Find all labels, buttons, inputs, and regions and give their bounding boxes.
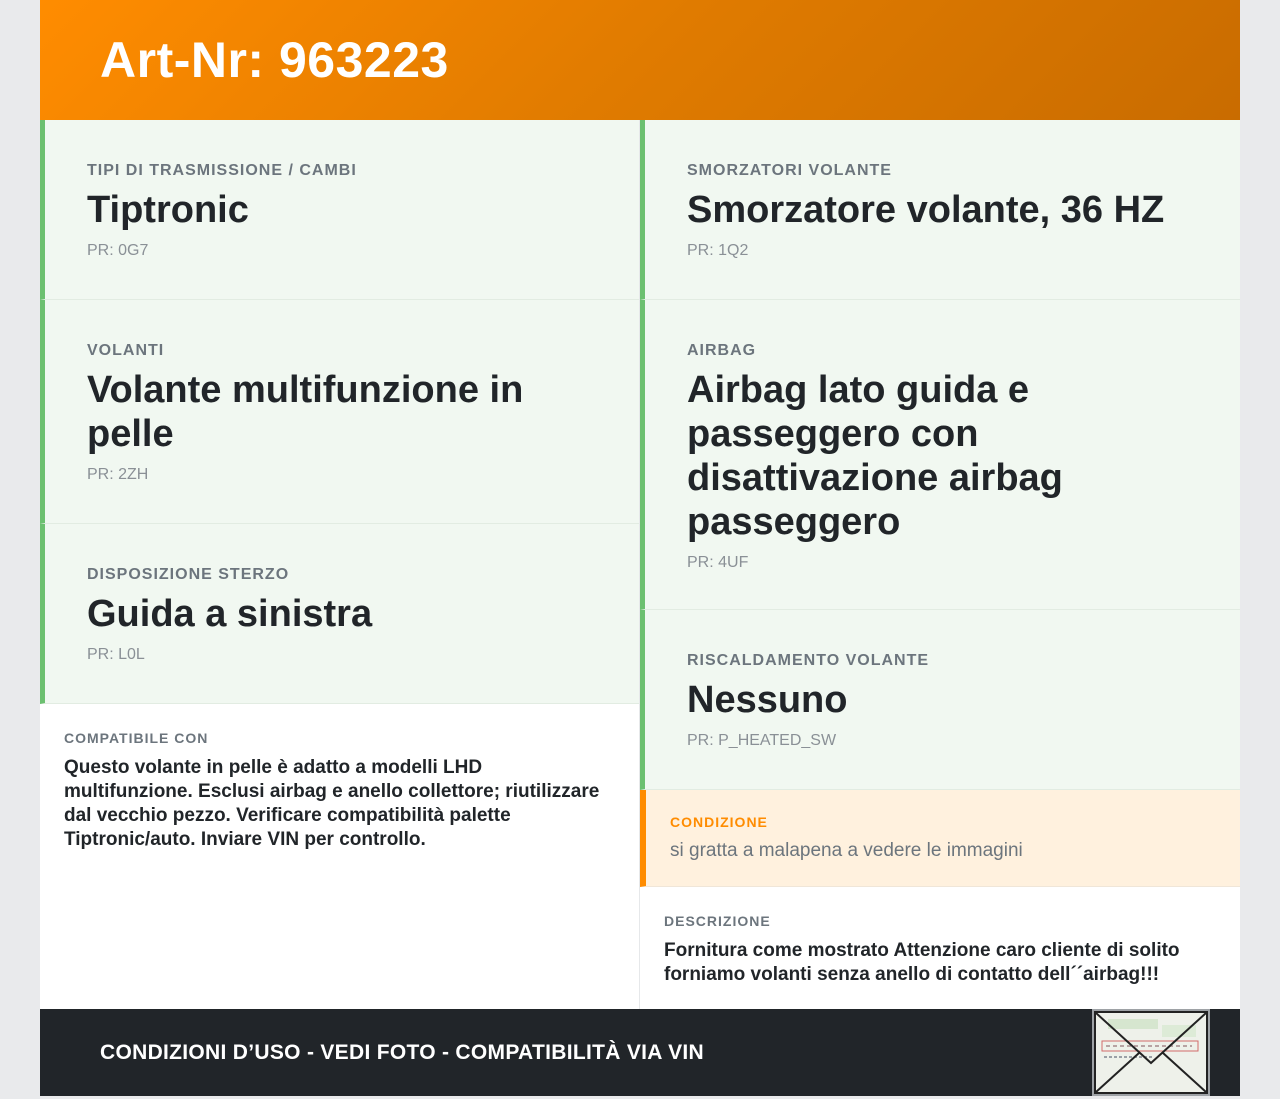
spec-label: SMORZATORI VOLANTE bbox=[687, 162, 892, 179]
description-note bbox=[640, 887, 1240, 987]
spec-steering-wheel bbox=[40, 300, 639, 524]
spec-transmission bbox=[40, 120, 639, 300]
spec-label: AIRBAG bbox=[687, 342, 757, 359]
vehicle-data-thumbnail bbox=[1092, 1009, 1210, 1096]
spec-wheel-heating bbox=[640, 610, 1240, 790]
spec-value: Smorzatore volante, 36 HZ bbox=[687, 189, 1165, 231]
spec-pr-code: PR: P_HEATED_SW bbox=[687, 732, 837, 749]
spec-label: TIPI DI TRASMISSIONE / CAMBI bbox=[87, 162, 357, 179]
page-footer bbox=[40, 1009, 1240, 1096]
condition-text: si gratta a malapena a vedere le immagini bbox=[670, 840, 1023, 861]
compatibility-label: COMPATIBILE CON bbox=[64, 730, 209, 746]
condition-box bbox=[640, 790, 1240, 887]
spec-wheel-damper bbox=[640, 120, 1240, 300]
condition-label: CONDIZIONE bbox=[670, 814, 768, 830]
spec-label: DISPOSIZIONE STERZO bbox=[87, 566, 290, 583]
page-header bbox=[40, 0, 1240, 120]
spec-pr-code: PR: 2ZH bbox=[87, 466, 149, 483]
spec-value: Volante multifunzione in pelle bbox=[87, 369, 524, 455]
spec-pr-code: PR: 4UF bbox=[687, 554, 749, 571]
spec-value: Guida a sinistra bbox=[87, 593, 373, 635]
left-column bbox=[40, 120, 640, 1009]
spec-value: Nessuno bbox=[687, 679, 848, 721]
description-text: Fornitura come mostrato Attenzione caro cliente di solito forniamo volanti senza anello di contatto dell´´airbag!!! bbox=[664, 940, 1180, 985]
spec-label: RISCALDAMENTO VOLANTE bbox=[687, 652, 930, 669]
description-label: DESCRIZIONE bbox=[664, 913, 771, 929]
spec-value: Airbag lato guida e passeggero con disattivazione airbag passeggero bbox=[687, 369, 1063, 543]
spec-value: Tiptronic bbox=[87, 189, 249, 231]
spec-steering-layout bbox=[40, 524, 639, 704]
spec-label: VOLANTI bbox=[87, 342, 165, 359]
product-sheet bbox=[40, 0, 1240, 1096]
compatibility-note bbox=[40, 704, 639, 852]
right-column bbox=[640, 120, 1240, 1009]
compatibility-text: Questo volante in pelle è adatto a modelli LHD multifunzione. Esclusi airbag e anello collettore; riutilizzare dal vecchio pezzo. Verificare compatibilità palette Tiptronic/auto. Inviare VIN per controllo. bbox=[64, 757, 600, 850]
spec-pr-code: PR: 0G7 bbox=[87, 242, 149, 259]
spec-pr-code: PR: L0L bbox=[87, 646, 145, 663]
spec-airbag bbox=[640, 300, 1240, 610]
article-number-title: Art-Nr: 963223 bbox=[100, 32, 449, 88]
spec-grid bbox=[40, 120, 1240, 1009]
footer-notice: CONDIZIONI D’USO - VEDI FOTO - COMPATIBILITÀ VIA VIN bbox=[100, 1040, 704, 1064]
envelope-icon bbox=[1094, 1011, 1208, 1094]
spec-pr-code: PR: 1Q2 bbox=[687, 242, 749, 259]
